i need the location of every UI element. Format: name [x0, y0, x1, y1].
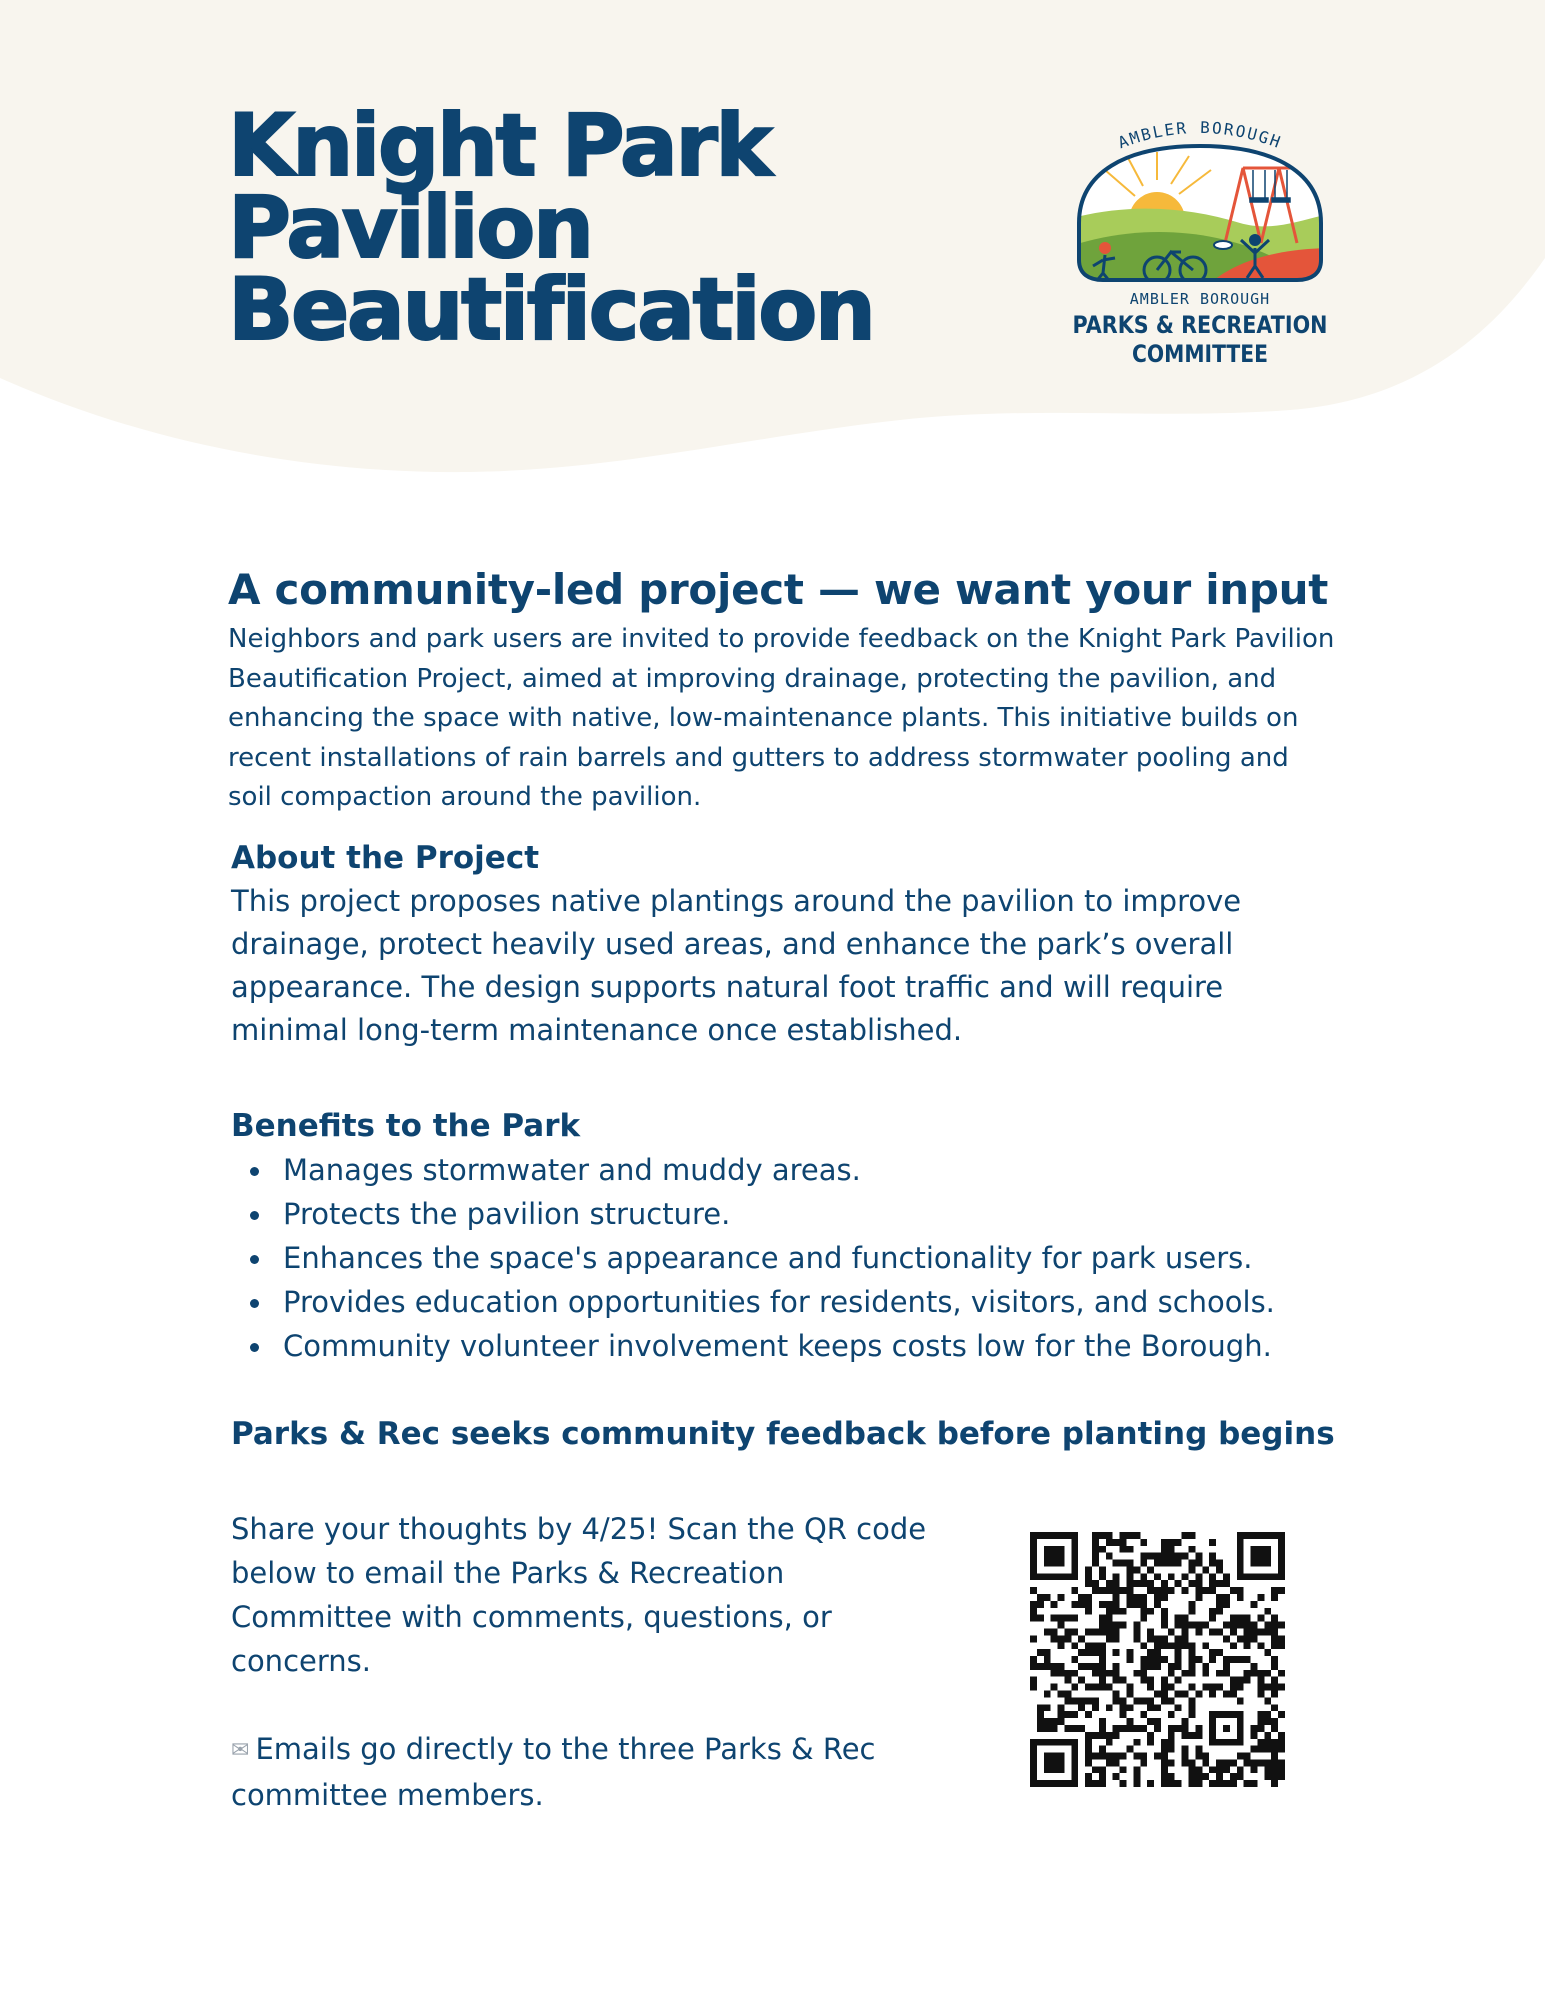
qr-alignment: [1209, 1711, 1243, 1745]
qr-finder-top-left: [1030, 1532, 1078, 1580]
logo-line2: COMMITTEE: [1132, 340, 1268, 368]
qr-finder-top-right: [1237, 1532, 1285, 1580]
intro-heading: A community-led project — we want your input: [228, 565, 1329, 614]
main-content: [228, 562, 1348, 1456]
about-text: This project proposes native plantings around the pavilion to improve drainage, protect heavily used areas, and enhance the park’s overall appearance. The design supports natural foot traffic and will require minimal long-term maintenance once established.: [231, 883, 1242, 1047]
share-block: [231, 1507, 951, 1817]
share-text: Share your thoughts by 4/25! Scan the QR code below to email the Parks & Recreation Committee with comments, questions, or concerns.: [231, 1512, 927, 1678]
page-title: [228, 96, 874, 360]
list-item: Protects the pavilion structure.: [228, 1192, 1348, 1236]
list-item: Community volunteer involvement keeps costs low for the Borough.: [228, 1324, 1348, 1368]
benefits-list: [228, 1148, 1348, 1368]
email-note: [231, 1727, 951, 1817]
qr-finder-bottom-left: [1030, 1739, 1078, 1787]
list-item: Provides education opportunities for residents, visitors, and schools.: [228, 1280, 1348, 1324]
list-item: Enhances the space's appearance and functionality for park users.: [228, 1236, 1348, 1280]
logo-line1: PARKS & RECREATION: [1072, 311, 1328, 339]
intro-text: Neighbors and park users are invited to provide feedback on the Knight Park Pavilion Beautification Project, aimed at improving drainage, protecting the pavilion, and enhancing the space with native, low-maintenance plants. This initiative builds on recent installations of rain barrels and gutters to address stormwater pooling and soil compaction around the pavilion.: [228, 624, 1335, 812]
frisbee-icon: [1214, 241, 1232, 249]
benefits-heading: Benefits to the Park: [231, 1107, 581, 1144]
title-line: Pavilion: [228, 178, 592, 278]
list-item: Manages stormwater and muddy areas.: [228, 1148, 1348, 1192]
envelope-icon: ✉: [231, 1738, 250, 1763]
title-line: Beautification: [228, 260, 874, 360]
about-heading: About the Project: [231, 839, 540, 876]
parks-rec-logo: [1065, 108, 1335, 378]
title-line: Knight Park: [228, 96, 771, 196]
email-note-text: Emails go directly to the three Parks & Rec committee members.: [231, 1732, 876, 1812]
logo-sub-text: AMBLER BOROUGH: [1129, 290, 1271, 308]
logo-arc-text: AMBLER BOROUGH: [1115, 117, 1285, 153]
feedback-heading: Parks & Rec seeks community feedback before planting begins: [231, 1415, 1335, 1452]
qr-code[interactable]: [1030, 1532, 1285, 1787]
